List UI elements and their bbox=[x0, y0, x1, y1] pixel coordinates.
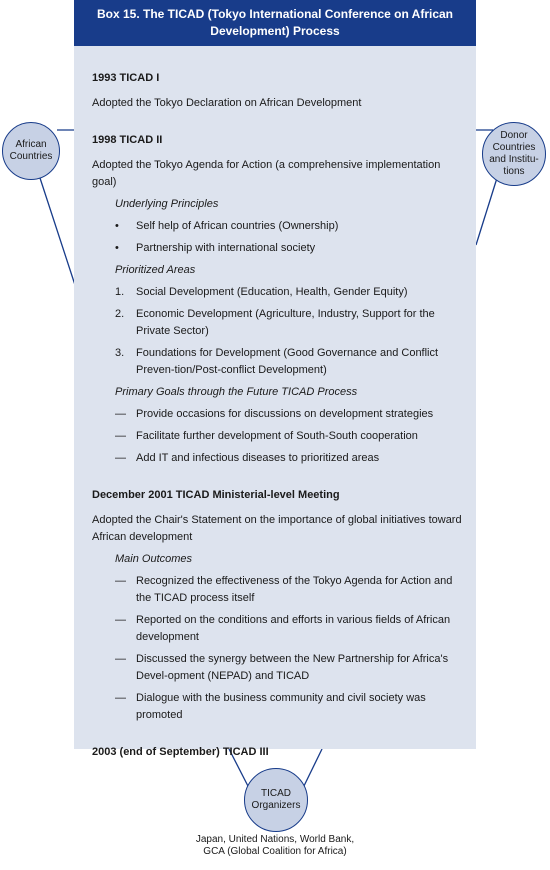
outcome-text: Recognized the effectiveness of the Tokyo Agenda for Action and the TICAD process itself bbox=[136, 575, 453, 604]
number-marker: 2. bbox=[115, 308, 125, 320]
dash-marker: — bbox=[115, 614, 126, 626]
ticad-organizers-circle bbox=[244, 768, 308, 832]
principle-text: Partnership with international society bbox=[136, 242, 316, 254]
area-text: Economic Development (Agriculture, Industry, Support for the Private Sector) bbox=[136, 308, 435, 337]
outcome-text: Discussed the synergy between the New Partnership for Africa's Devel-opment (NEPAD) and TICAD bbox=[136, 653, 449, 682]
number-marker: 1. bbox=[115, 286, 125, 298]
box-content bbox=[92, 70, 462, 761]
area-item bbox=[92, 306, 462, 340]
section-title-2003: 2003 (end of September) TICAD III bbox=[92, 746, 269, 758]
section-title-1993: 1993 TICAD I bbox=[92, 72, 160, 84]
principles-heading: Underlying Principles bbox=[115, 198, 219, 210]
box-title bbox=[74, 0, 476, 46]
circle-label: African bbox=[15, 139, 47, 150]
dash-marker: — bbox=[115, 575, 126, 587]
goal-item bbox=[92, 428, 462, 445]
circle-label: Donor bbox=[500, 130, 528, 141]
number-marker: 3. bbox=[115, 347, 125, 359]
box-title-line: Development) Process bbox=[210, 24, 340, 38]
dash-marker: — bbox=[115, 408, 126, 420]
principle-item bbox=[92, 240, 462, 257]
caption-line: Japan, United Nations, World Bank, bbox=[195, 834, 355, 845]
dash-marker: — bbox=[115, 452, 126, 464]
circle-label: and Institu- bbox=[489, 154, 539, 165]
outcome-item bbox=[92, 573, 462, 607]
outcome-text: Dialogue with the business community and civil society was promoted bbox=[136, 692, 426, 721]
goals-heading: Primary Goals through the Future TICAD Process bbox=[115, 386, 358, 398]
area-text: Social Development (Education, Health, Gender Equity) bbox=[136, 286, 408, 298]
dash-marker: — bbox=[115, 430, 126, 442]
principle-text: Self help of African countries (Ownership) bbox=[136, 220, 339, 232]
area-item bbox=[92, 284, 462, 301]
caption-line: GCA (Global Coalition for Africa) bbox=[203, 846, 347, 857]
area-item bbox=[92, 345, 462, 379]
principle-item bbox=[92, 218, 462, 235]
outcome-item bbox=[92, 690, 462, 724]
area-text: Foundations for Development (Good Governance and Conflict Preven-tion/Post-conflict Development) bbox=[136, 347, 439, 376]
circle-label: Countries bbox=[492, 142, 536, 153]
goal-text: Facilitate further development of South-South cooperation bbox=[136, 430, 418, 442]
circle-label: Organizers bbox=[251, 800, 301, 811]
bullet-marker: • bbox=[115, 220, 119, 232]
outcomes-heading: Main Outcomes bbox=[115, 553, 193, 565]
section-text-1993: Adopted the Tokyo Declaration on African Development bbox=[92, 97, 362, 109]
goal-item bbox=[92, 450, 462, 467]
outcome-text: Reported on the conditions and efforts in various fields of African development bbox=[136, 614, 451, 643]
donor-countries-circle bbox=[482, 122, 546, 186]
organizers-caption bbox=[175, 834, 375, 858]
outcome-item bbox=[92, 651, 462, 685]
box-title-line: Box 15. The TICAD (Tokyo International Conference on African bbox=[96, 7, 454, 21]
section-text-1998: Adopted the Tokyo Agenda for Action (a comprehensive implementation goal) bbox=[92, 159, 441, 188]
section-text-2001: Adopted the Chair's Statement on the importance of global initiatives toward African development bbox=[92, 514, 462, 543]
african-countries-circle bbox=[2, 122, 60, 180]
circle-label: tions bbox=[503, 166, 525, 177]
circle-label: Countries bbox=[9, 151, 53, 162]
dash-marker: — bbox=[115, 653, 126, 665]
areas-heading: Prioritized Areas bbox=[115, 264, 196, 276]
outcome-item bbox=[92, 612, 462, 646]
section-title-1998: 1998 TICAD II bbox=[92, 134, 163, 146]
goal-text: Add IT and infectious diseases to prioritized areas bbox=[136, 452, 380, 464]
goal-item bbox=[92, 406, 462, 423]
goal-text: Provide occasions for discussions on development strategies bbox=[136, 408, 434, 420]
bullet-marker: • bbox=[115, 242, 119, 254]
section-title-2001: December 2001 TICAD Ministerial-level Meeting bbox=[92, 489, 340, 501]
circle-label: TICAD bbox=[261, 788, 291, 799]
dash-marker: — bbox=[115, 692, 126, 704]
